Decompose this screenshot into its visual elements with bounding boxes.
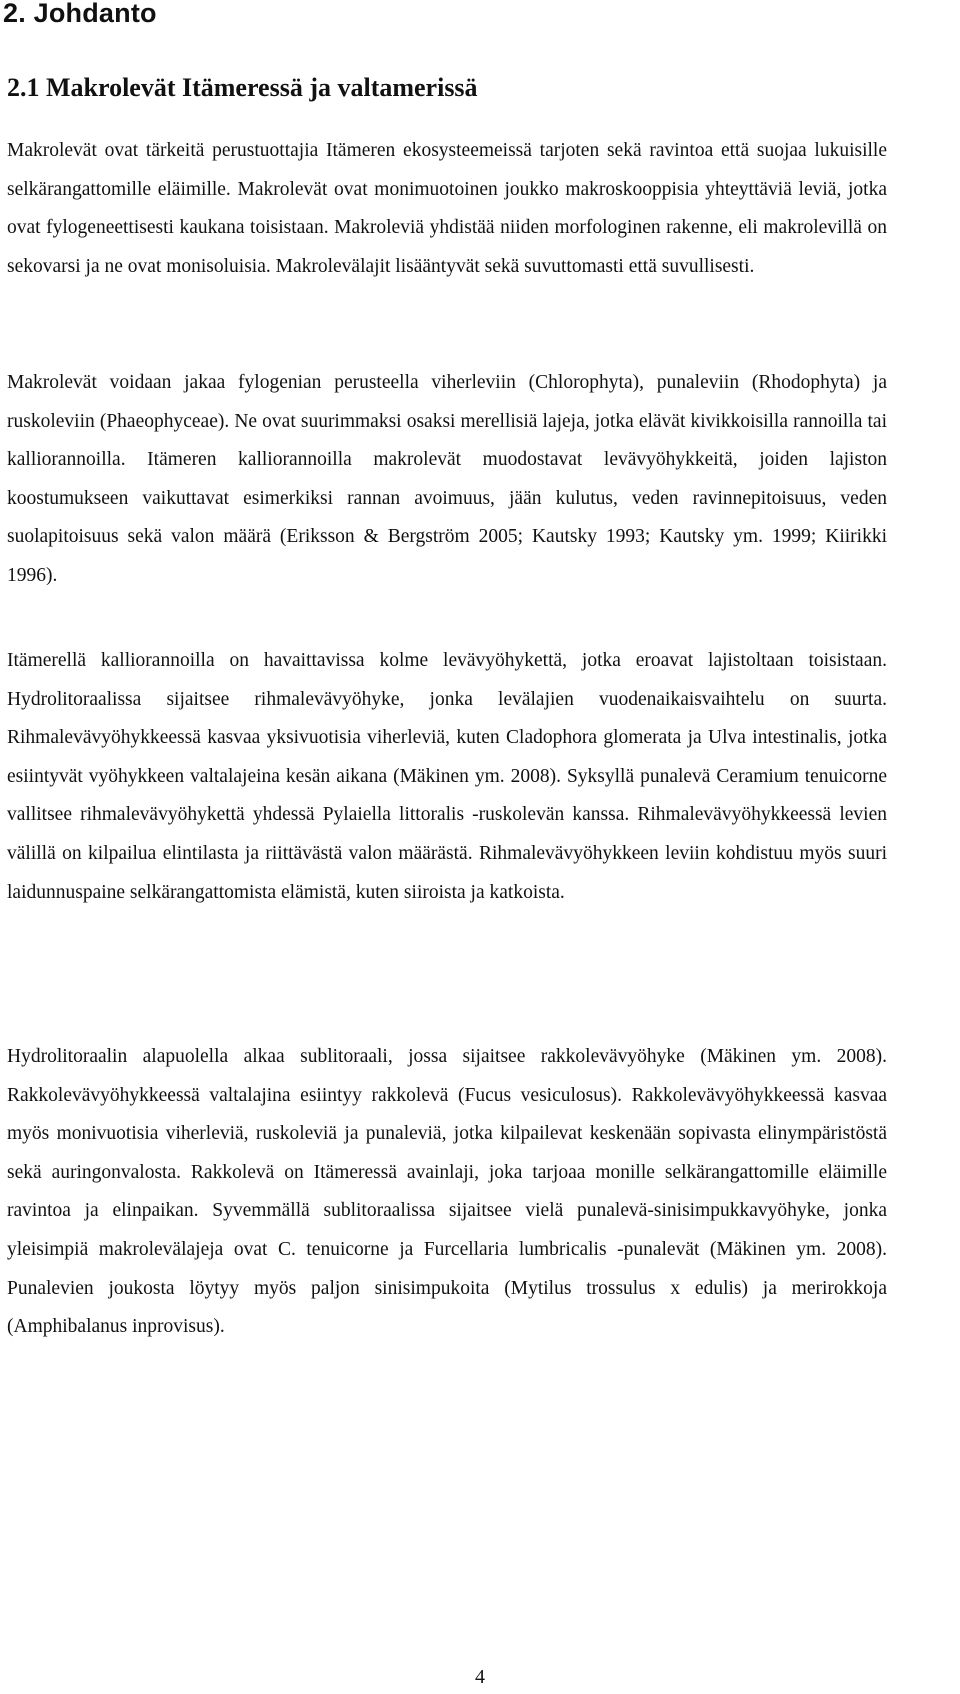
paragraph-intro: Makrolevät ovat tärkeitä perustuottajia Itämeren ekosysteemeissä tarjoten sekä ravintoa että suojaa lukuisille selkärangattomille eläimille. Makrolevät ovat monimuotoinen joukko makroskooppisia yhteyttäviä leviä, jotka ovat fylogeneettisesti kaukana toisistaan. Makroleviä yhdistää niiden morfologinen rakenne, eli makrolevillä on sekovarsi ja ne ovat monisoluisia. Makrolevälajit lisääntyvät sekä suvuttomasti että suvullisesti. [7, 140, 887, 277]
paragraph-hydrolittoral: Itämerellä kalliorannoilla on havaittavissa kolme levävyöhykettä, jotka eroavat lajistoltaan toisistaan. Hydrolitoraalissa sijaitsee rihmalevävyöhyke, jonka levälajien vuodenaikaisvaihtelu on suurta. Rihmalevävyöhykkeessä kasvaa yksivuotisia viherleviä, kuten Cladophora glomerata ja Ulva intestinalis, jotka esiintyvät vyöhykkeen valtalajeina kesän aikana (Mäkinen ym. 2008). Syksyllä punalevä Ceramium tenuicorne vallitsee rihmalevävyöhykettä yhdessä Pylaiella littoralis -ruskolevän kanssa. Rihmalevävyöhykkeessä levien välillä on kilpailua elintilasta ja riittävästä valon määrästä. Rihmalevävyöhykkeen leviin kohdistuu myös suuri laidunnuspaine selkärangattomista elämistä, kuten siiroista ja katkoista. [7, 650, 887, 903]
page-number: 4 [475, 1666, 485, 1688]
paragraph-sublittoral: Hydrolitoraalin alapuolella alkaa sublitoraali, jossa sijaitsee rakkolevävyöhyke (Mäkinen ym. 2008). Rakkolevävyöhykkeessä valtalajina esiintyy rakkolevä (Fucus vesiculosus). Rakkolevävyöhykkeessä kasvaa myös monivuotisia viherleviä, ruskoleviä ja punaleviä, jotka kilpailevat keskenään sopivasta elinympäristöstä sekä auringonvalosta. Rakkolevä on Itämeressä avainlaji, joka tarjoaa monille selkärangattomille eläimille ravintoa ja elinpaikan. Syvemmällä sublitoraalissa sijaitsee vielä punalevä-sinisimpukkavyöhyke, jonka yleisimpiä makrolevälajeja ovat C. tenuicorne ja Furcellaria lumbricalis -punalevät (Mäkinen ym. 2008). Punalevien joukosta löytyy myös paljon sinisimpukoita (Mytilus trossulus x edulis) ja merirokkoja (Amphibalanus inprovisus). [7, 1046, 887, 1338]
paragraph-phylogeny: Makrolevät voidaan jakaa fylogenian perusteella viherleviin (Chlorophyta), punaleviin (Rhodophyta) ja ruskoleviin (Phaeophyceae). Ne ovat suurimmaksi osaksi merellisiä lajeja, jotka elävät kivikkoisilla rannoilla tai kalliorannoilla. Itämeren kalliorannoilla makrolevät muodostavat levävyöhykkeitä, joiden lajiston koostumukseen vaikuttavat esimerkiksi rannan avoimuus, jään kulutus, veden ravinnepitoisuus, veden suolapitoisuus sekä valon määrä (Eriksson & Bergström 2005; Kautsky 1993; Kautsky ym. 1999; Kiirikki 1996). [7, 372, 887, 586]
chapter-heading: 2. Johdanto [3, 0, 157, 28]
section-heading: 2.1 Makrolevät Itämeressä ja valtamerissä [7, 73, 478, 102]
